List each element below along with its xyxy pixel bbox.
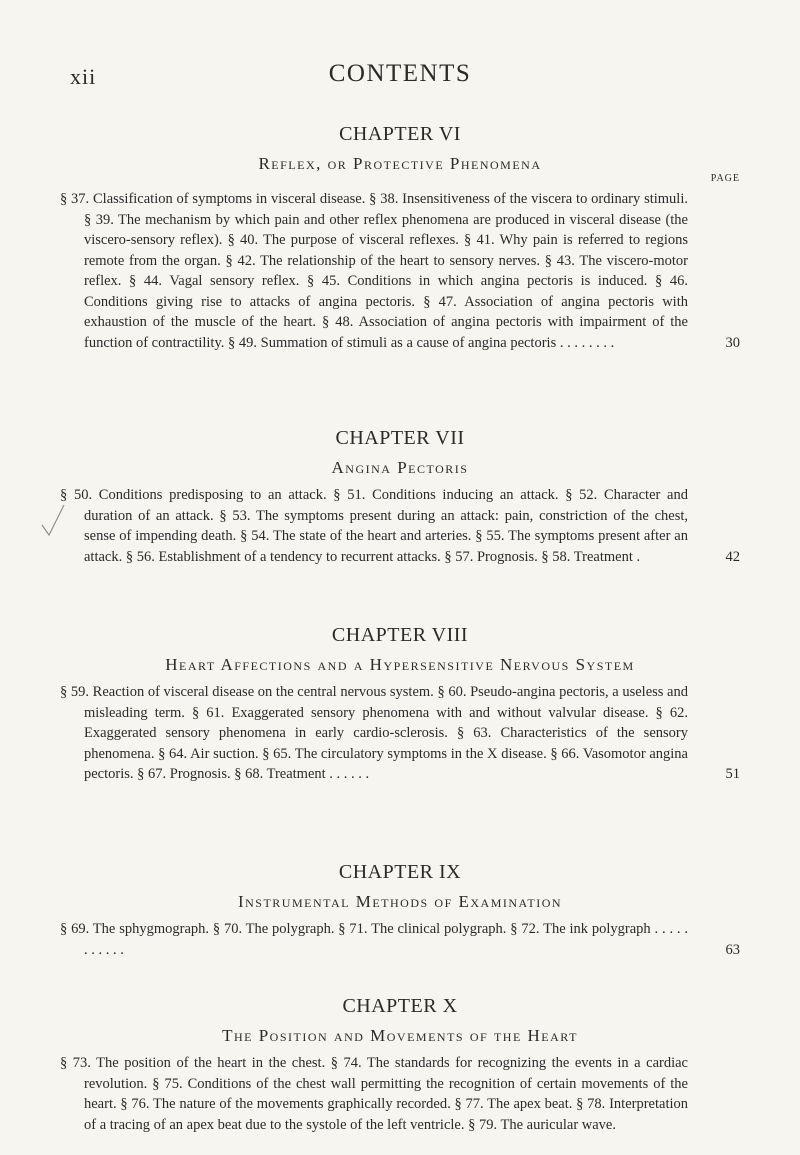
entry-page-number: 63 bbox=[725, 941, 740, 958]
chapter-vi bbox=[60, 121, 740, 353]
running-head bbox=[60, 60, 740, 92]
page-folio: xii bbox=[70, 64, 97, 89]
entry-text: § 37. Classification of symptoms in visceral disease. § 38. Insensitiveness of the viscera to ordinary stimuli. § 39. The mechanism by which pain and other reflex phenomena are produced in visceral disease (the viscero-sensory reflex). § 40. The purpose of visceral reflexes. § 41. Why pain is referred to regions remote from the organ. § 42. The relationship of the heart to sensory nerves. § 43. The viscero-motor reflex. § 44. Vagal sensory reflex. § 45. Conditions in which angina pectoris is induced. § 46. Conditions giving rise to attacks of angina pectoris. § 47. Association of angina pectoris with exhaustion of the muscle of the heart. § 48. Association of angina pectoris with impairment of the function of contractility. § 49. Summation of stimuli as a cause of angina pectoris bbox=[60, 191, 688, 351]
chapter-title: CHAPTER VIII bbox=[331, 624, 469, 646]
chapter-subtitle: Reflex, or Protective Phenomena bbox=[258, 154, 542, 173]
entry-text: § 50. Conditions predisposing to an attack. § 51. Conditions inducing an attack. § 52. Character and duration of an attack. § 53. The symptoms present during an attack: pain, constriction of the chest, sense of impending death. § 54. The state of the heart and arteries. § 55. The symptoms present after an attack. § 56. Establishment of a tendency to recurrent attacks. § 57. Prognosis. § 58. Treatment bbox=[60, 487, 688, 565]
entry-text: § 73. The position of the heart in the chest. § 74. The standards for recognizing the events in a cardiac revolution. § 75. Conditions of the chest wall permitting the recognition of certain movements of the heart. § 76. The nature of the movements graphically recorded. § 77. The apex beat. § 78. Interpretation of a tracing of an apex beat due to the systole of the left ventricle. § 79. The auricular wave. bbox=[60, 1055, 688, 1133]
entry-text: § 59. Reaction of visceral disease on the central nervous system. § 60. Pseudo-angina pectoris, a useless and misleading term. § 61. Exaggerated sensory phenomena with and without valvular disease. § 62. Exaggerated sensory phenomena in early cardio-sclerosis. § 63. Characteristics of the sensory phenomena. § 64. Air suction. § 65. The circulatory symptoms in the X disease. § 66. Vasomotor angina pectoris. § 67. Prognosis. § 68. Treatment bbox=[60, 684, 688, 782]
chapter-entries bbox=[60, 919, 740, 960]
dot-leader: . . . . . . . . bbox=[559, 334, 615, 351]
chapter-entries bbox=[60, 485, 740, 567]
running-title: CONTENTS bbox=[328, 60, 472, 87]
pencil-checkmark-icon bbox=[40, 503, 66, 539]
chapter-vii bbox=[60, 425, 740, 567]
entry-text: § 69. The sphygmograph. § 70. The polygraph. § 71. The clinical polygraph. § 72. The ink polygraph bbox=[60, 921, 651, 937]
chapter-subtitle: Angina Pectoris bbox=[331, 458, 469, 477]
chapter-title: CHAPTER VII bbox=[335, 427, 465, 449]
entry-page-number: 51 bbox=[725, 766, 740, 782]
chapter-subtitle: Instrumental Methods of Examination bbox=[237, 892, 563, 911]
entry-page-number: 42 bbox=[725, 548, 740, 565]
chapter-ix bbox=[60, 859, 740, 960]
chapter-x bbox=[60, 993, 740, 1135]
dot-leader: . . . . . . bbox=[329, 766, 370, 782]
chapter-entries bbox=[60, 189, 740, 353]
chapter-entries bbox=[60, 682, 740, 785]
chapter-subtitle: Heart Affections and a Hypersensitive Nervous System bbox=[165, 655, 635, 674]
chapter-title: CHAPTER IX bbox=[338, 861, 462, 883]
dot-leader: . bbox=[636, 548, 641, 565]
chapter-viii bbox=[60, 622, 740, 785]
chapter-entries bbox=[60, 1053, 740, 1135]
entry-page-number: 30 bbox=[725, 334, 740, 351]
chapter-subtitle: The Position and Movements of the Heart bbox=[222, 1026, 578, 1045]
dot-leader: . . . . . . . . . . . bbox=[84, 921, 689, 958]
page-column-label: PAGE bbox=[710, 173, 740, 184]
chapter-title: CHAPTER X bbox=[342, 995, 458, 1017]
chapter-title: CHAPTER VI bbox=[339, 123, 461, 145]
